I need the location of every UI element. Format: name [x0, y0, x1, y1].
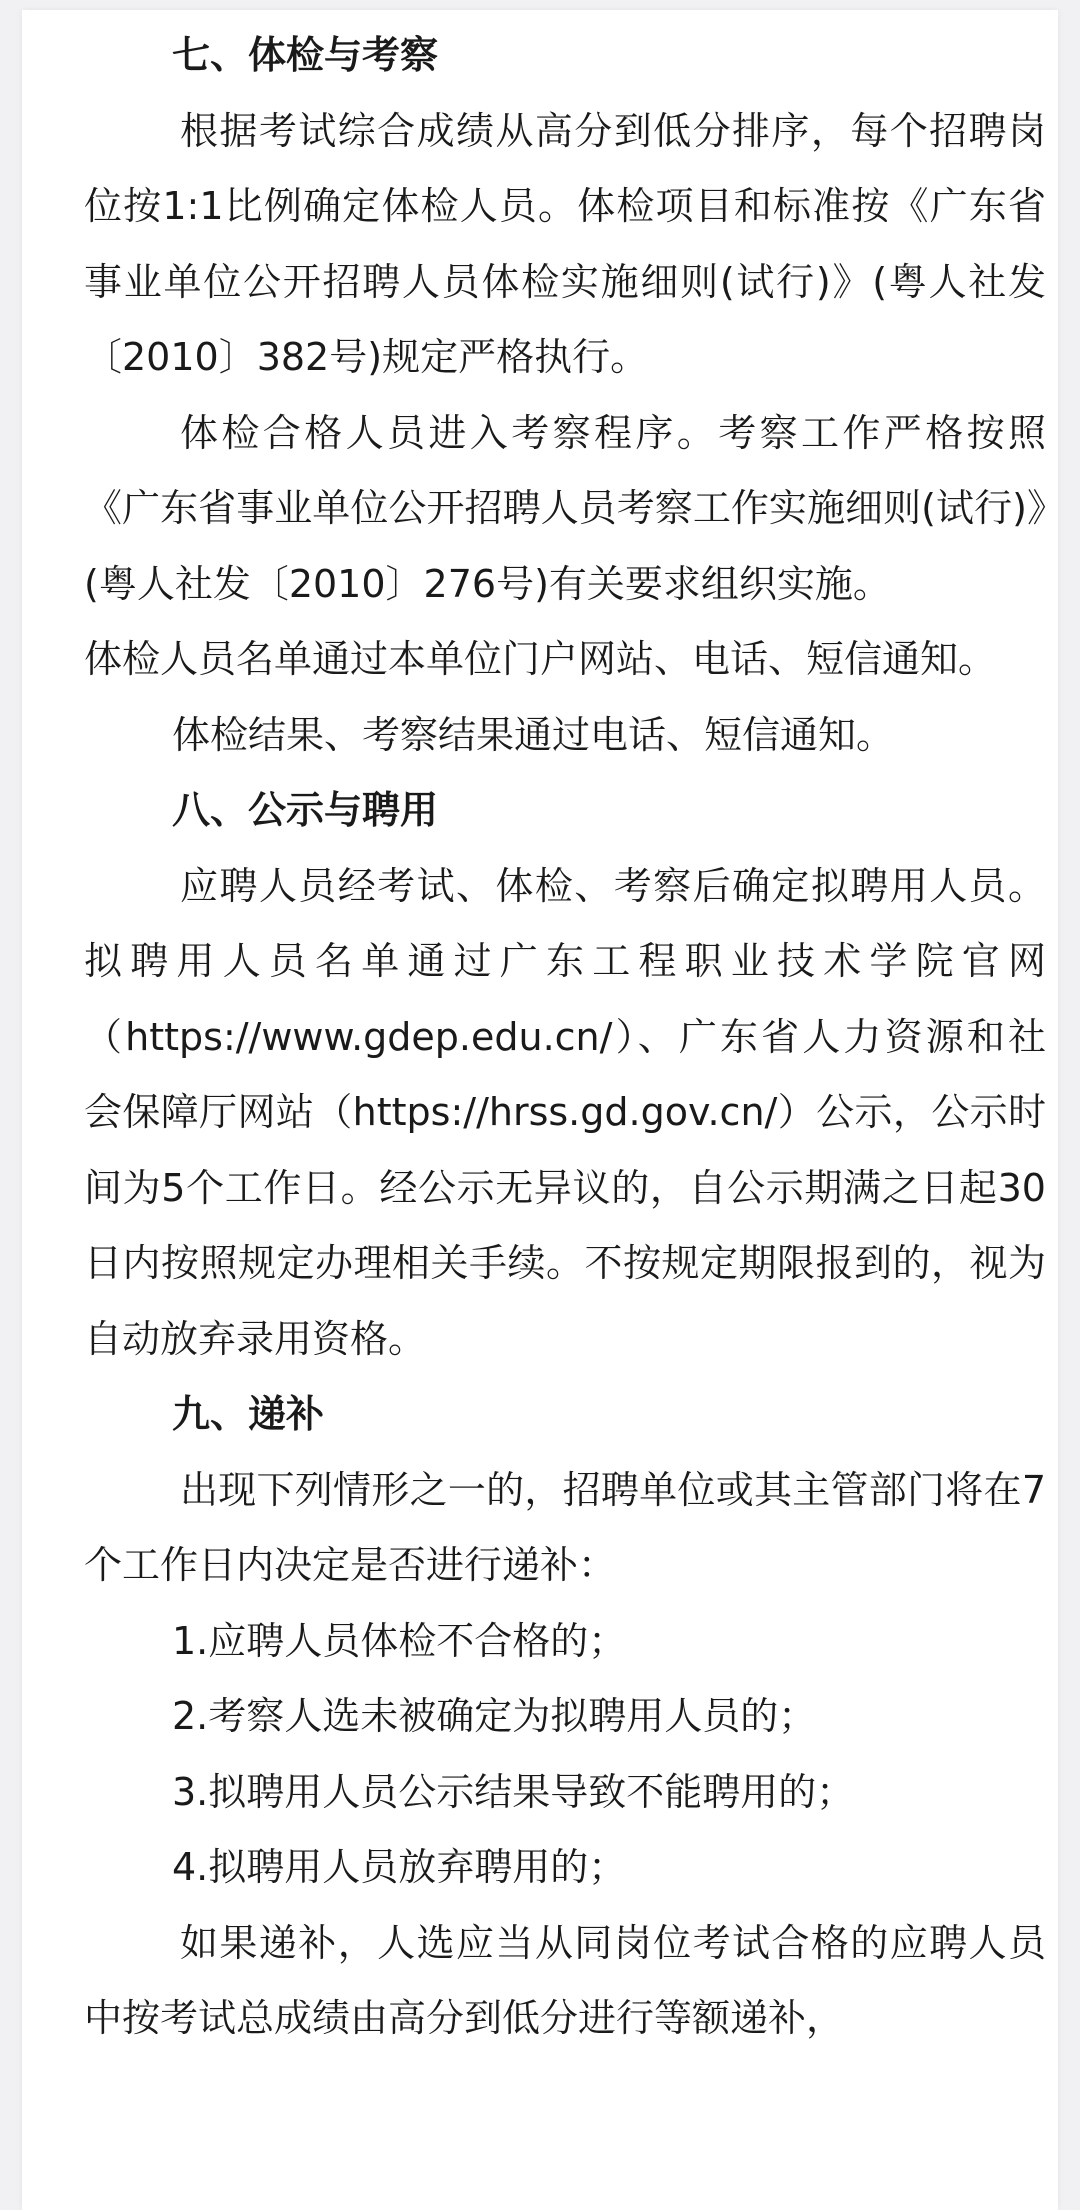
list-item: 3.拟聘用人员公示结果导致不能聘用的； [172, 1769, 855, 1814]
list-item: 4.拟聘用人员放弃聘用的； [172, 1845, 627, 1889]
section-7-paragraph-1: 根据考试综合成绩从高分到低分排序，每个招聘岗位按1:1比例确定体检人员。体检项目和标准按《广东省事业单位公开招聘人员体检实施细则(试行)》(粤人社发〔2010〕382号)规定严格执行。 [84, 108, 1046, 379]
section-7-heading: 七、体检与考察 [172, 33, 439, 77]
document-page [22, 10, 1058, 2210]
section-7-paragraph-3: 体检人员名单通过本单位门户网站、电话、短信通知。 [84, 637, 997, 681]
document-body [84, 18, 1046, 2057]
section-9-paragraph-1: 出现下列情形之一的，招聘单位或其主管部门将在7个工作日内决定是否进行递补： [84, 1467, 1046, 1587]
section-9-heading: 九、递补 [172, 1392, 325, 1436]
section-7-paragraph-4: 体检结果、考察结果通过电话、短信通知。 [172, 712, 895, 757]
section-9-paragraph-2: 如果递补，人选应当从同岗位考试合格的应聘人员中按考试总成绩由高分到低分进行等额递补， [84, 1920, 1046, 2040]
list-item: 2.考察人选未被确定为拟聘用人员的； [172, 1694, 817, 1738]
section-7-paragraph-2: 体检合格人员进入考察程序。考察工作严格按照《广东省事业单位公开招聘人员考察工作实施细则(试行)》(粤人社发〔2010〕276号)有关要求组织实施。 [84, 410, 1046, 606]
section-8-paragraph-1: 应聘人员经考试、体检、考察后确定拟聘用人员。拟聘用人员名单通过广东工程职业技术学院官网（https://www.gdep.edu.cn/）、广东省人力资源和社会保障厅网站（https://hrss.gd.gov.cn/）公示，公示时间为5个工作日。经公示无异议的，自公示期满之日起30日内按照规定办理相关手续。不按规定期限报到的，视为自动放弃录用资格。 [84, 863, 1046, 1361]
list-item: 1.应聘人员体检不合格的； [172, 1618, 627, 1663]
section-8-heading: 八、公示与聘用 [172, 788, 439, 832]
